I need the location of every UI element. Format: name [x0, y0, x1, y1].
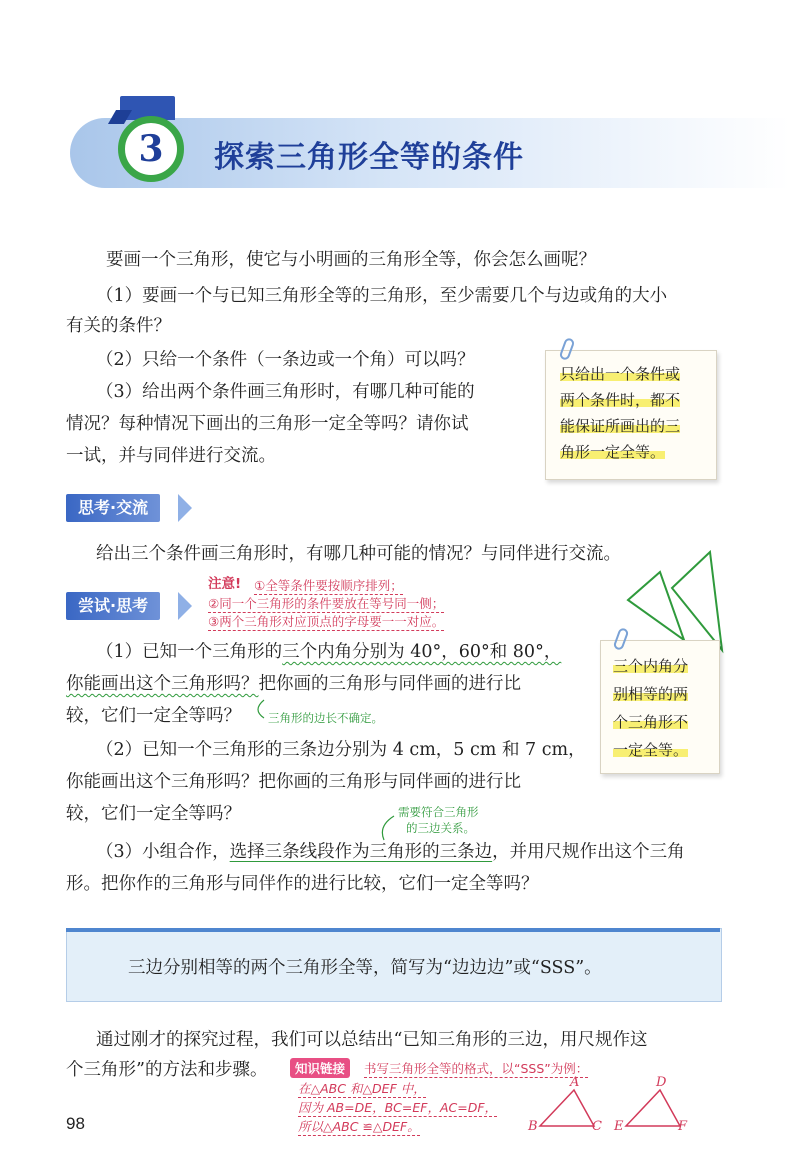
- note2-line: 个三角形不: [613, 713, 689, 731]
- try2-line-c: 较，它们一定全等吗？: [66, 804, 241, 824]
- knowledge-line1: 在△ABC 和△DEF 中，: [298, 1081, 426, 1096]
- vertex-label: C: [592, 1119, 602, 1134]
- note1-line: 角形一定全等。: [560, 443, 666, 461]
- triangle-abc: [540, 1090, 594, 1126]
- try3-line-a: （3）小组合作，选择三条线段作为三角形的三条边，并用尺规作出这个三角: [96, 842, 685, 862]
- caution-item: ①全等条件要按顺序排列；: [254, 578, 403, 593]
- try3-annotation-2: 的三边关系。: [406, 821, 475, 835]
- conclusion-line2: 个三角形”的方法和步骤。: [66, 1060, 268, 1080]
- question3-line-c: 一试，并与同伴进行交流。: [66, 446, 276, 466]
- section-number-badge: [118, 116, 184, 182]
- knowledge-intro: 书写三角形全等的格式，以“SSS”为例：: [364, 1061, 589, 1076]
- try2-line-a: （2）已知一个三角形的三条边分别为 4 cm，5 cm 和 7 cm，: [96, 740, 586, 760]
- vertex-label: A: [570, 1075, 580, 1090]
- question2: （2）只给一个条件（一条边或一个角）可以吗？: [96, 350, 475, 370]
- summary-box-edge: [66, 928, 720, 932]
- try1-annotation: 三角形的边长不确定。: [268, 711, 383, 725]
- note2-line: 一定全等。: [613, 741, 689, 759]
- section-number: 3: [138, 128, 164, 170]
- try1-line-a: （1）已知一个三角形的三个内角分别为 40°，60°和 80°，: [96, 642, 562, 662]
- section-title: 探索三角形全等的条件: [214, 140, 524, 175]
- side-note-2: [600, 640, 720, 774]
- vertex-label: E: [614, 1119, 624, 1134]
- question3-line-a: （3）给出两个条件画三角形时，有哪几种可能的: [96, 382, 475, 402]
- try1-line-b: 你能画出这个三角形吗？把你画的三角形与同伴画的进行比: [66, 674, 521, 694]
- note2-line: 别相等的两: [613, 685, 689, 703]
- question3-line-b: 情况？每种情况下画出的三角形一定全等吗？请你试: [66, 414, 469, 434]
- summary-text: 三边分别相等的两个三角形全等，简写为“边边边”或“SSS”。: [128, 958, 602, 978]
- knowledge-tag: 知识链接: [290, 1058, 350, 1078]
- caution-item: ②同一个三角形的条件要放在等号同一侧；: [208, 596, 445, 611]
- vertex-label: B: [528, 1119, 538, 1134]
- conclusion-line1: 通过刚才的探究过程，我们可以总结出“已知三角形的三边，用尺规作这: [96, 1030, 648, 1050]
- triangle-def: [626, 1090, 680, 1126]
- curved-arrow-icon: [250, 698, 280, 720]
- knowledge-line3: 所以△ABC ≌△DEF。: [298, 1119, 420, 1134]
- try3-annotation-1: 需要符合三角形: [398, 805, 479, 819]
- triangle-large: [672, 552, 722, 650]
- note2-line: 三个内角分: [613, 657, 689, 675]
- try2-line-b: 你能画出这个三角形吗？把你画的三角形与同伴画的进行比: [66, 772, 521, 792]
- note1-line: 两个条件时，都不: [560, 391, 681, 409]
- label-tail: [178, 592, 192, 620]
- question1-line-b: 有关的条件？: [66, 316, 171, 336]
- caution-title: 注意!: [208, 576, 242, 592]
- caution-item: ③两个三角形对应顶点的字母要一一对应。: [208, 614, 445, 629]
- section-label-think: 思考·交流: [66, 494, 160, 522]
- note1-line: 只给出一个条件或: [560, 365, 681, 383]
- note1-line: 能保证所画出的三: [560, 417, 681, 435]
- side-note-1: [545, 350, 717, 480]
- congruent-triangles-figure: [520, 1074, 700, 1136]
- intro-line1: 要画一个三角形，使它与小明画的三角形全等，你会怎么画呢？: [106, 250, 596, 270]
- try1-line-c: 较，它们一定全等吗？: [66, 706, 241, 726]
- vertex-label: D: [656, 1075, 667, 1090]
- try3-line-b: 形。把你作的三角形与同伴作的进行比较，它们一定全等吗？: [66, 874, 539, 894]
- vertex-label: F: [678, 1119, 688, 1134]
- section-label-try: 尝试·思考: [66, 592, 160, 620]
- triangle-small: [628, 572, 684, 640]
- question1-line-a: （1）要画一个与已知三角形全等的三角形，至少需要几个与边或角的大小: [96, 286, 668, 306]
- page-number: 98: [66, 1114, 85, 1133]
- knowledge-line2: 因为 AB=DE，BC=EF，AC=DF，: [298, 1100, 498, 1115]
- label-tail: [178, 494, 192, 522]
- think-text: 给出三个条件画三角形时，有哪几种可能的情况？与同伴进行交流。: [96, 544, 621, 564]
